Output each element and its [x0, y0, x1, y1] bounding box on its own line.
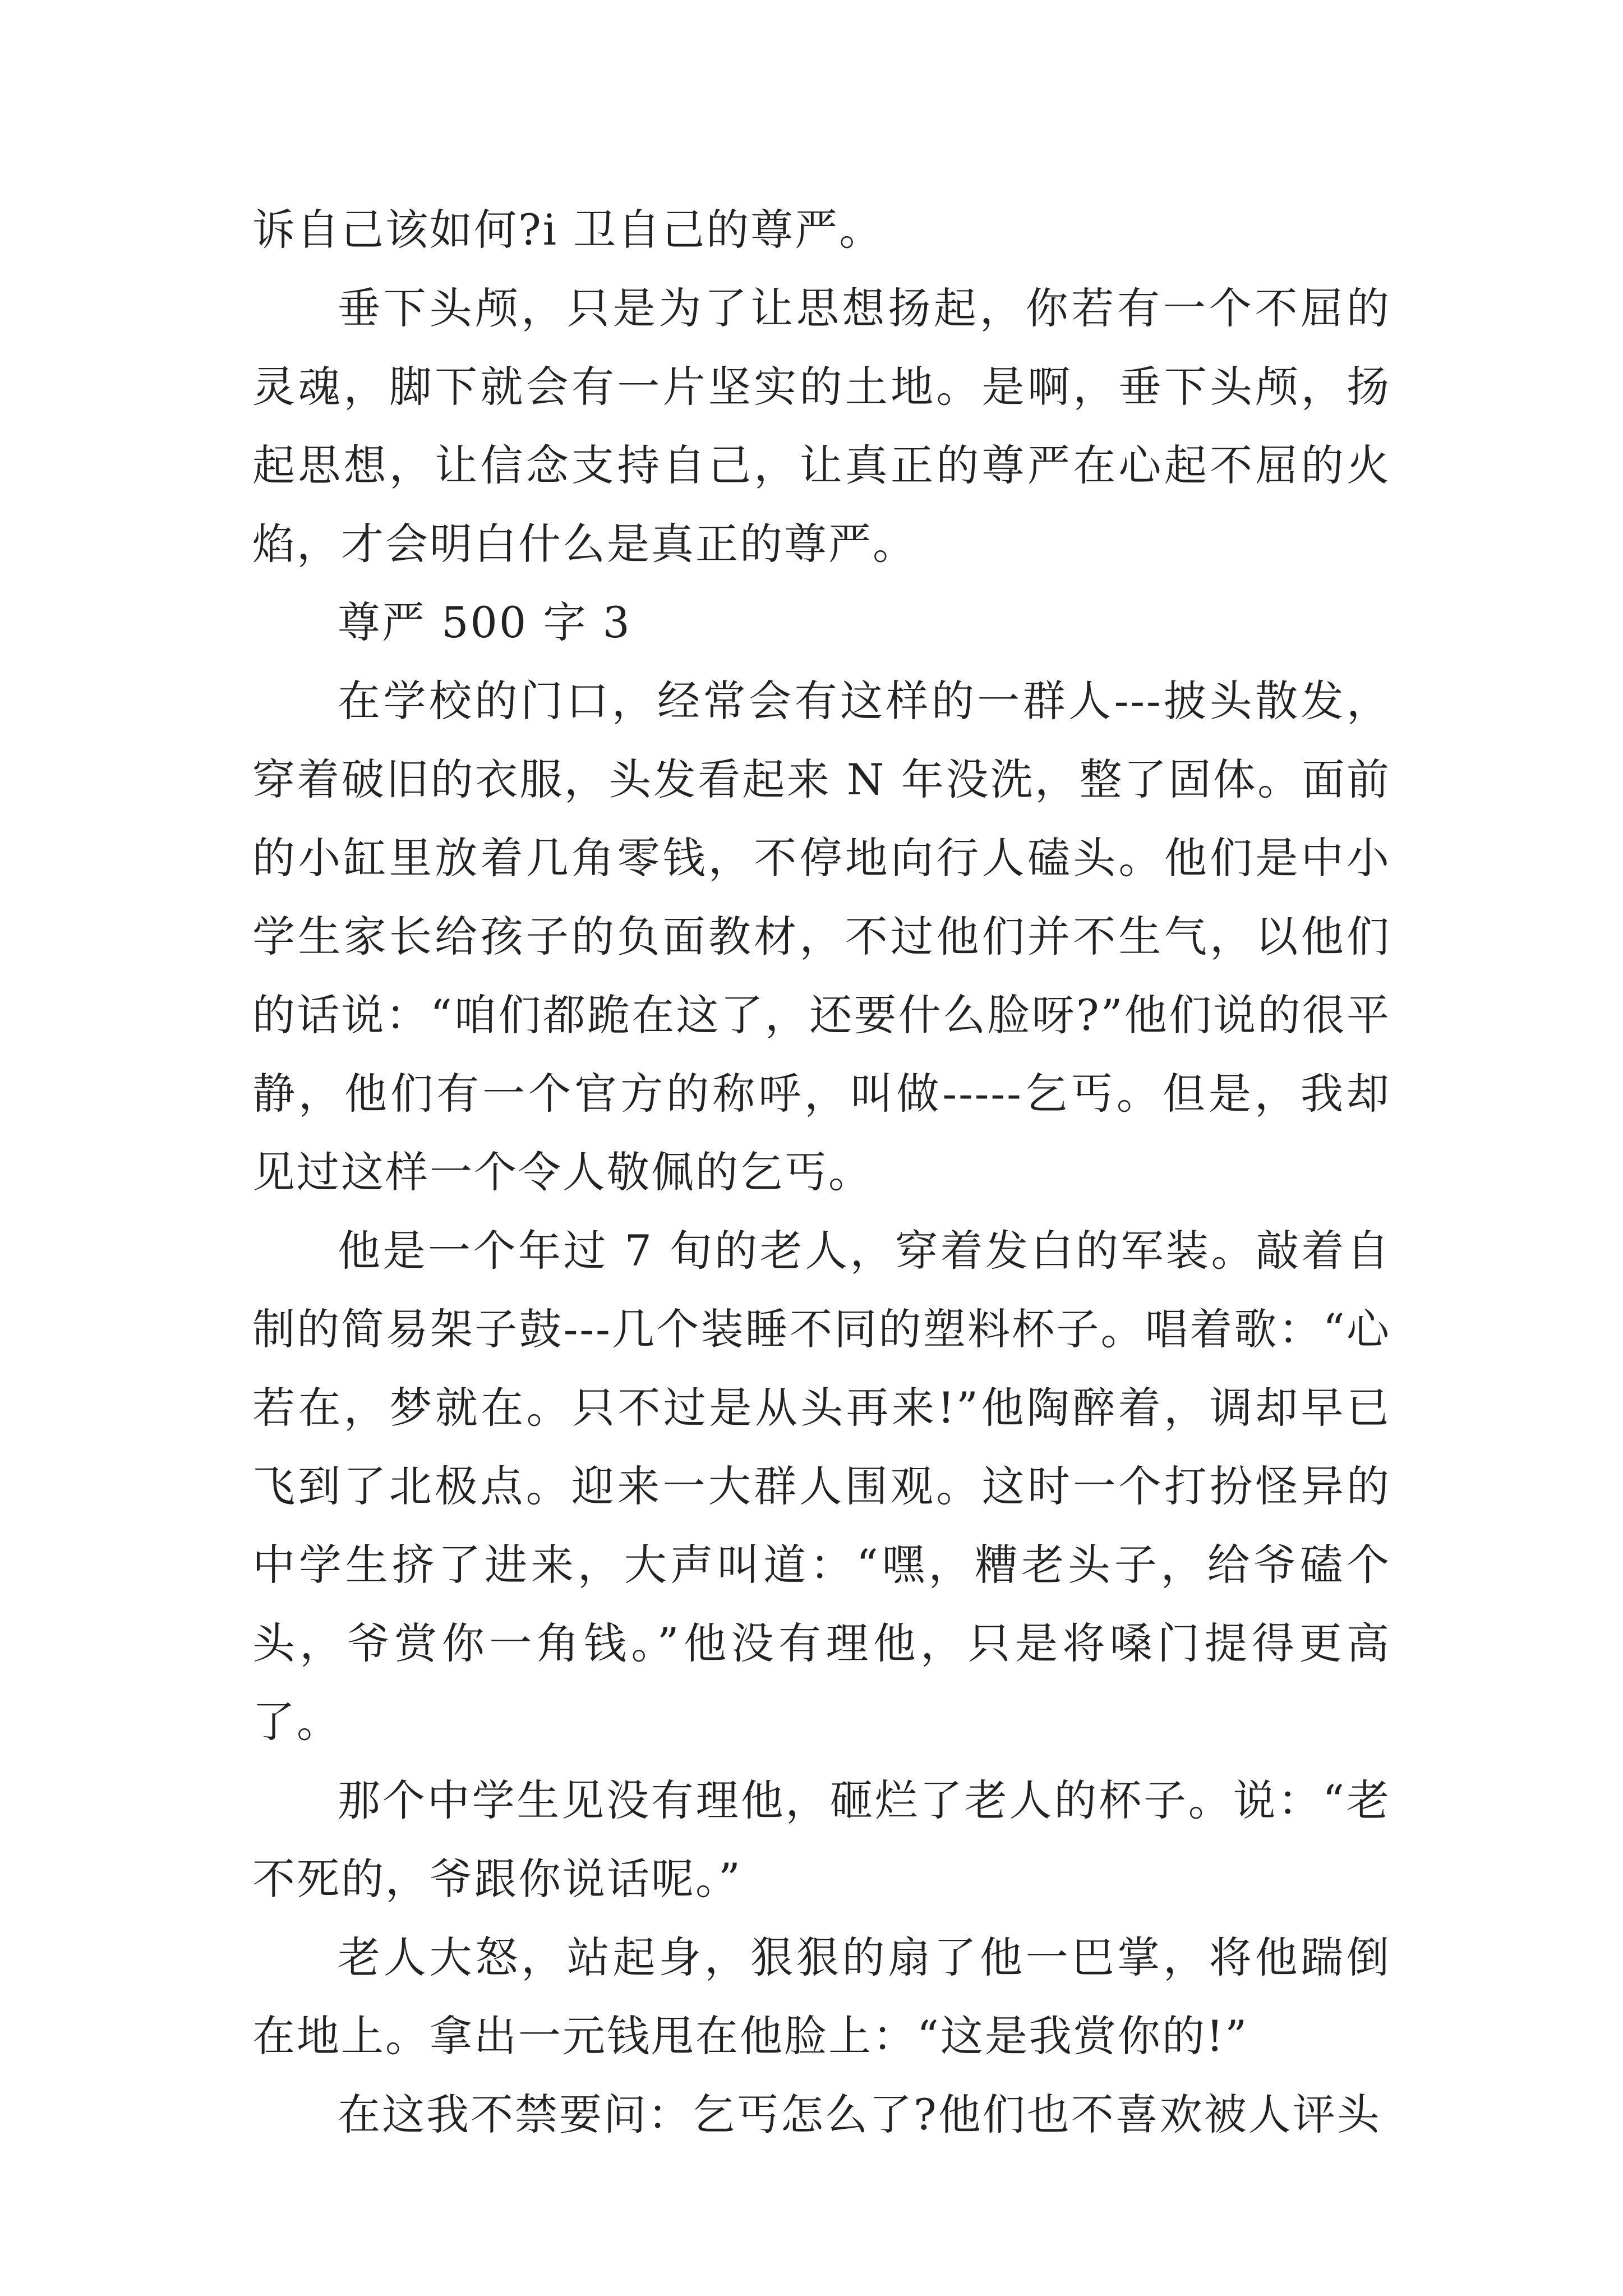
paragraph: 老人大怒，站起身，狠狠的扇了他一巴掌，将他踹倒在地上。拿出一元钱甩在他脸上：“这是我赏你的!” — [252, 1932, 1391, 2061]
paragraph: 垂下头颅，只是为了让思想扬起，你若有一个不屈的灵魂，脚下就会有一片坚实的土地。是啊，垂下头颅，扬起思想，让信念支持自己，让真正的尊严在心起不屈的火焰，才会明白什么是真正的尊严。 — [252, 283, 1391, 569]
paragraph: 那个中学生见没有理他，砸烂了老人的杯子。说：“老不死的，爷跟你说话呢。” — [252, 1775, 1391, 1904]
section-heading: 尊严 500 字 3 — [338, 597, 631, 647]
paragraph: 在学校的门口，经常会有这样的一群人---披头散发，穿着破旧的衣服，头发看起来 N 年没洗，整了固体。面前的小缸里放着几角零钱，不停地向行人磕头。他们是中小学生家长给孩子的负面教材，不过他们并不生气，以他们的话说：“咱们都跪在这了，还要什么脸呀?”他们说的很平静，他们有一个官方的称呼，叫做-----乞丐。但是，我却见过这样一个令人敬佩的乞丐。 — [252, 676, 1391, 1197]
paragraph: 他是一个年过 7 旬的老人，穿着发白的军装。敲着自制的简易架子鼓---几个装睡不同的塑料杯子。唱着歌：“心若在，梦就在。只不过是从头再来!”他陶醉着，调却早已飞到了北极点。迎来一大群人围观。这时一个打扮怪异的中学生挤了进来，大声叫道：“嘿，糟老头子，给爷磕个头，爷赏你一角钱。”他没有理他，只是将嗓门提得更高了。 — [252, 1226, 1391, 1747]
document-body — [252, 191, 1391, 2154]
paragraph-continuation: 诉自己该如何?i 卫自己的尊严。 — [252, 205, 884, 255]
paragraph: 在这我不禁要问：乞丐怎么了?他们也不喜欢被人评头 — [338, 2090, 1381, 2139]
